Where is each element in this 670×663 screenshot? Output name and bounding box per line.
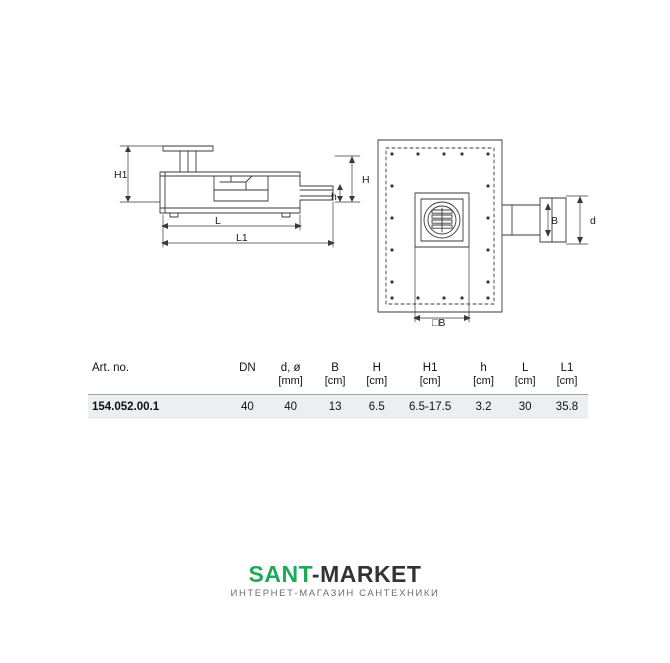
label-h1: H1: [114, 169, 128, 181]
spec-table-body: [88, 395, 588, 419]
unit-l: [cm]: [514, 375, 536, 387]
cell-b: 13: [328, 401, 342, 413]
label-h-small: h: [331, 191, 337, 203]
plan-view-sheet: [378, 140, 502, 312]
cell-h: 6.5: [368, 401, 385, 413]
unit-h-small: [cm]: [473, 375, 494, 387]
cell-d: 40: [284, 401, 298, 413]
header-l: L: [521, 362, 529, 374]
plan-view-group: [378, 140, 566, 312]
unit-h1: [cm]: [419, 375, 441, 387]
unit-d: [mm]: [278, 375, 303, 387]
plan-view-sheet-inner: [386, 148, 494, 304]
cell-h1: 6.5-17.5: [409, 401, 452, 413]
unit-b: [cm]: [324, 375, 346, 387]
logo-part-market: MARKET: [320, 561, 422, 587]
label-h: H: [362, 174, 370, 186]
logo-subtitle: ИНТЕРНЕТ-МАГАЗИН САНТЕХНИКИ: [230, 588, 440, 600]
spec-table: [88, 362, 588, 419]
cell-dn: 40: [240, 401, 254, 413]
header-h1: H1: [422, 362, 438, 374]
unit-art-no: [88, 375, 228, 395]
label-l1: L1: [236, 232, 248, 244]
header-b: B: [331, 362, 339, 374]
table-header-row-names: [88, 362, 588, 375]
logo-dash: -: [311, 561, 321, 587]
site-watermark: [0, 562, 670, 599]
label-square-b: □B: [432, 317, 446, 329]
cell-l1: 35.8: [555, 401, 579, 413]
spec-table-head: [88, 362, 588, 395]
label-d: d: [590, 215, 596, 227]
unit-dn: [228, 375, 267, 395]
header-dn: DN: [239, 362, 256, 374]
header-h: H: [372, 362, 381, 374]
header-l1: L1: [560, 362, 574, 374]
header-h-small: h: [480, 362, 487, 374]
table-row: [88, 395, 588, 419]
cell-l: 30: [518, 401, 532, 413]
plan-view-fixing-dots: [390, 152, 489, 299]
header-d: d, ø: [280, 362, 301, 374]
dimension-labels: [114, 169, 596, 329]
logo-text: [0, 562, 670, 586]
side-view-top-flange: [163, 146, 213, 151]
side-view-body: [160, 172, 333, 213]
plan-view-grate-slots: [432, 208, 452, 232]
label-b: B: [551, 215, 559, 227]
side-view-trap: [214, 176, 268, 201]
label-l: L: [215, 215, 221, 227]
header-art-no: Art. no.: [92, 362, 130, 374]
cell-h-small: 3.2: [475, 401, 492, 413]
table-header-row-units: [88, 375, 588, 395]
unit-h: [cm]: [366, 375, 388, 387]
side-view-group: [160, 146, 333, 217]
cell-art-no: 154.052.00.1: [92, 401, 160, 413]
logo-part-sant: SANT: [248, 561, 312, 587]
unit-l1: [cm]: [556, 375, 578, 387]
